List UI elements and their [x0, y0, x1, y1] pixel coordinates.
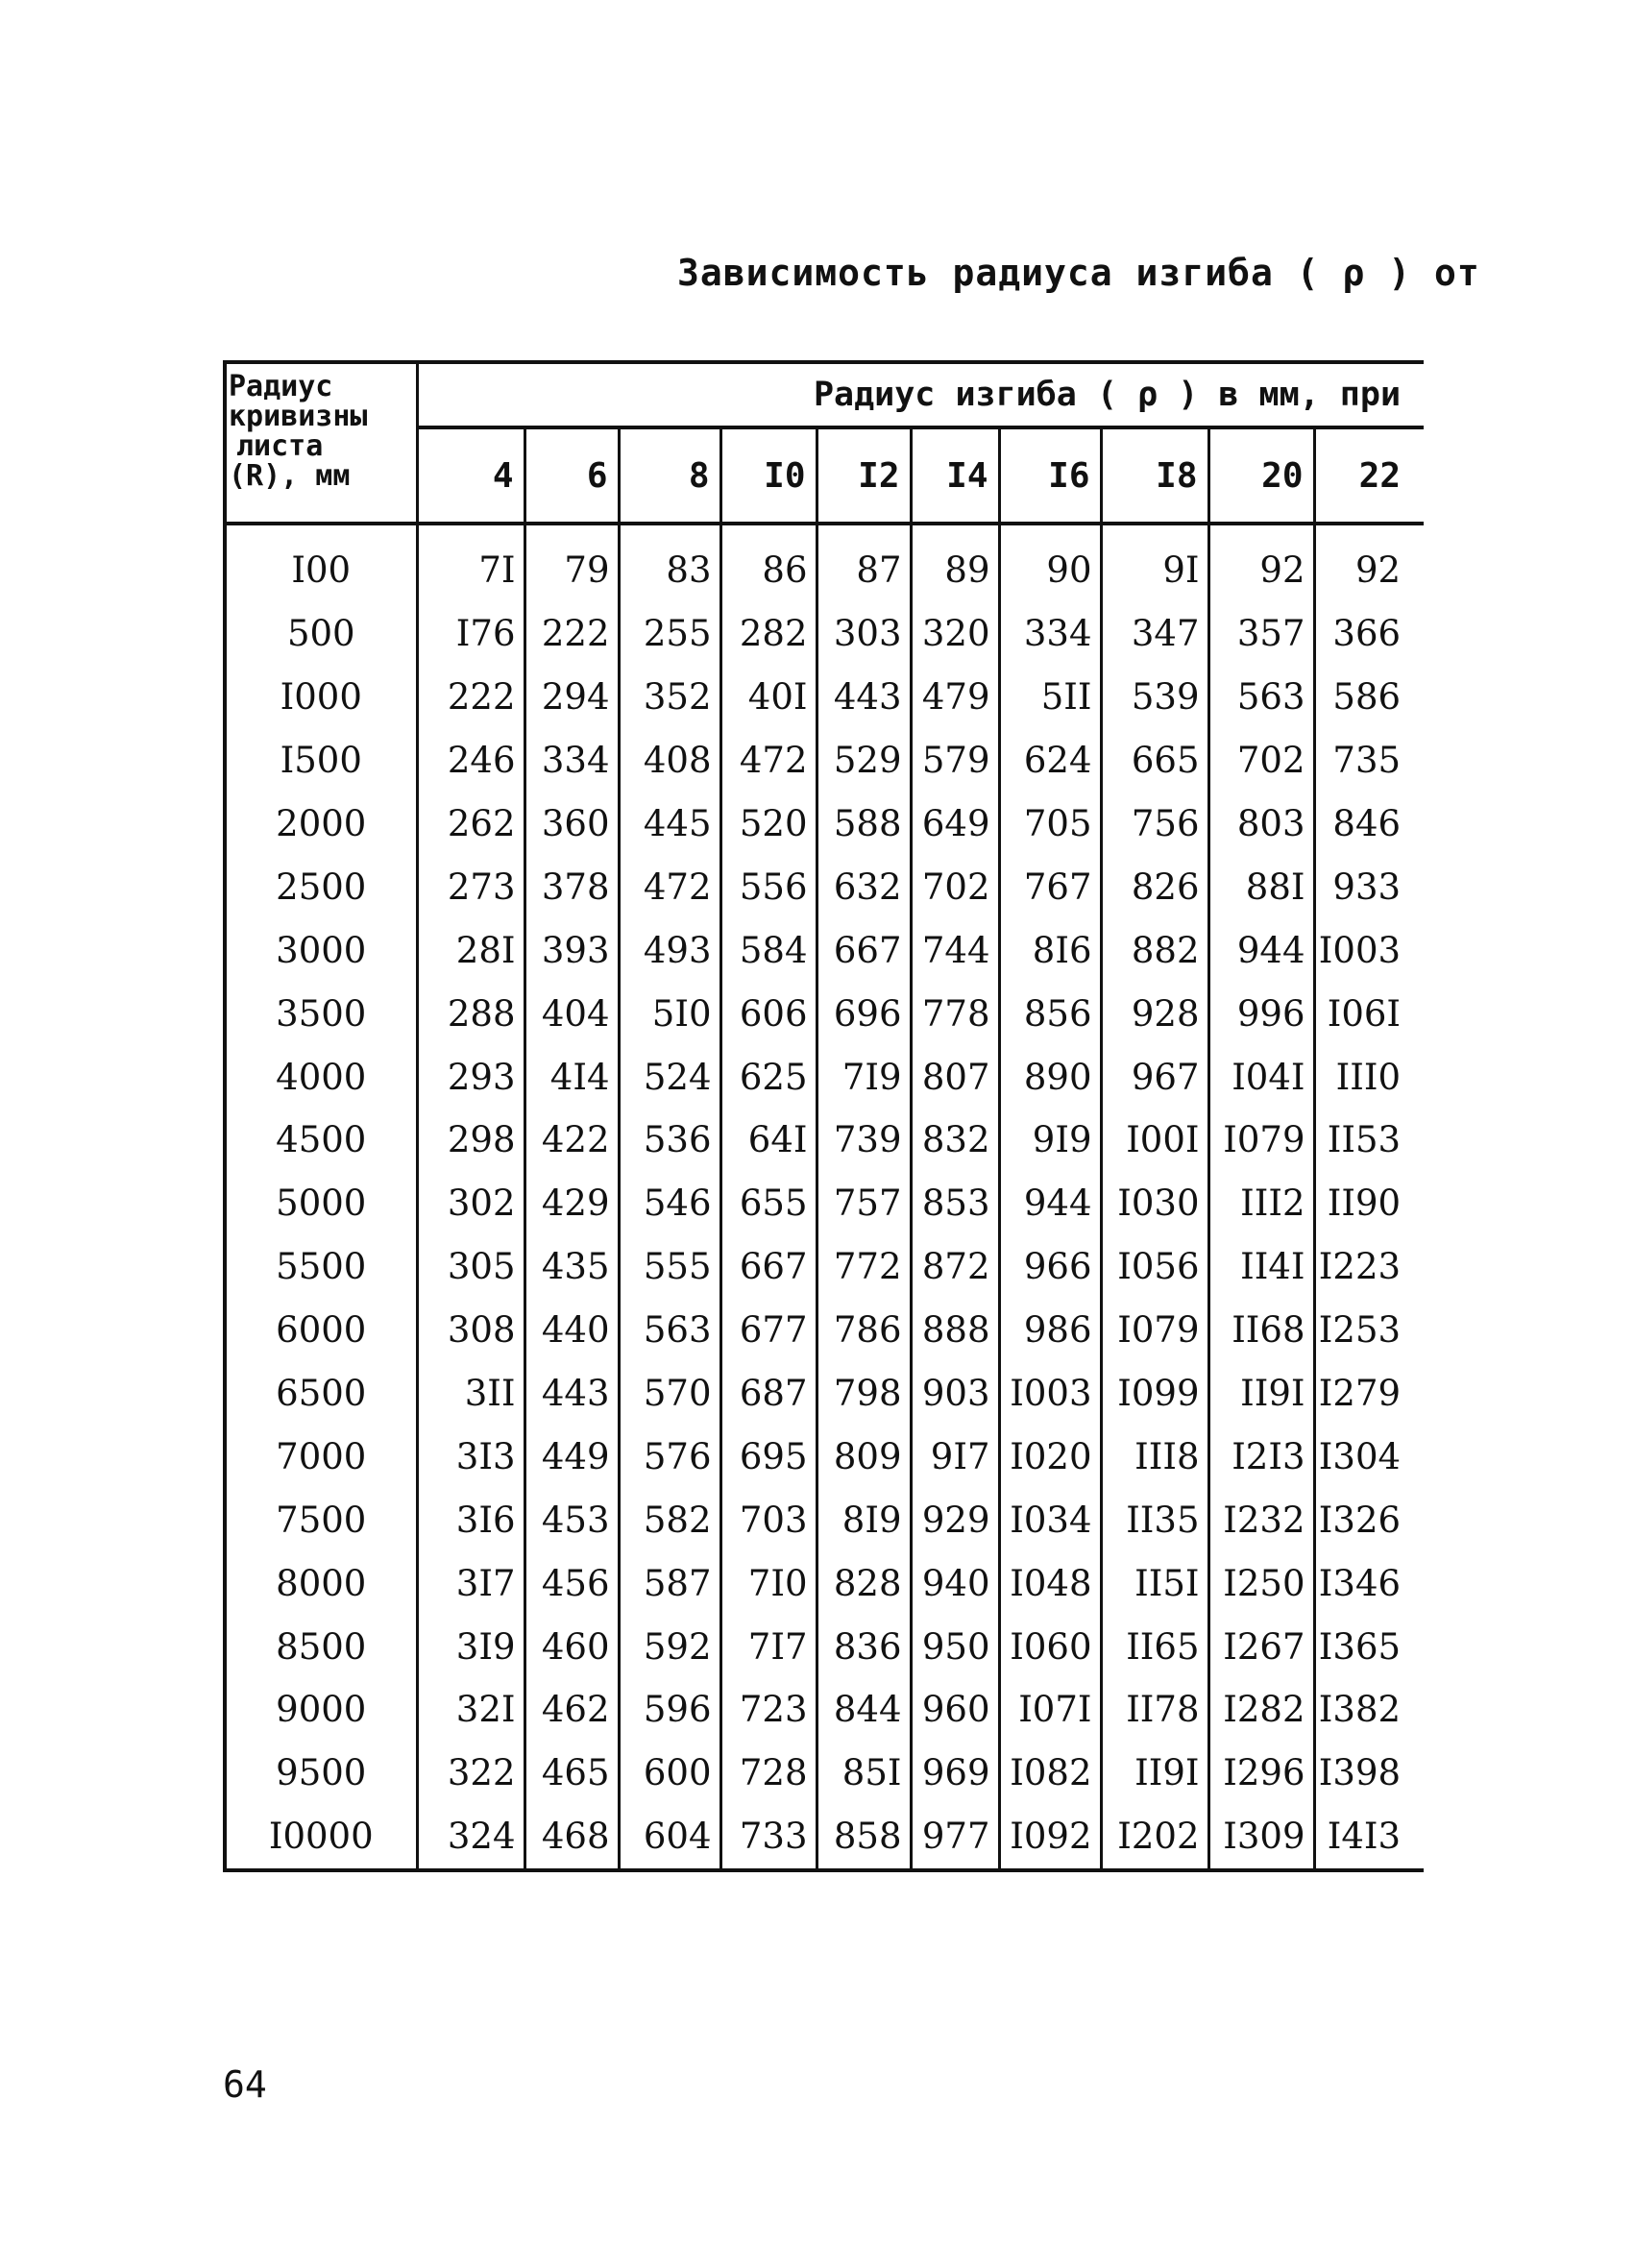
table-cell: 404: [524, 982, 619, 1045]
table-cell: 836: [817, 1615, 911, 1678]
table-cell: 360: [524, 793, 619, 856]
table-cell: 903: [911, 1362, 999, 1426]
table-cell: 64I: [720, 1109, 817, 1172]
row-radius-cell: 2500: [225, 855, 417, 918]
table-cell: 584: [720, 918, 817, 982]
table-cell: I279: [1314, 1362, 1424, 1426]
table-cell: 940: [911, 1551, 999, 1615]
table-cell: I003: [1314, 918, 1424, 982]
table-cell: 246: [417, 729, 524, 793]
page-title: Зависимость радиуса изгиба ( ρ ) от: [677, 252, 1480, 294]
table-cell: 735: [1314, 729, 1424, 793]
table-cell: 472: [720, 729, 817, 793]
row-radius-cell: 2000: [225, 793, 417, 856]
table-cell: 352: [619, 666, 720, 729]
table-cell: 687: [720, 1362, 817, 1426]
table-cell: 757: [817, 1172, 911, 1235]
table-row: [225, 1235, 1424, 1299]
row-radius-cell: I0000: [225, 1805, 417, 1870]
table-cell: 929: [911, 1488, 999, 1551]
table-row: [225, 855, 1424, 918]
table-cell: 772: [817, 1235, 911, 1299]
column-header: I8: [1101, 427, 1208, 524]
table-cell: 85I: [817, 1742, 911, 1805]
table-cell: 334: [999, 602, 1101, 666]
row-radius-cell: 3000: [225, 918, 417, 982]
table-cell: I099: [1101, 1362, 1208, 1426]
column-header: I6: [999, 427, 1101, 524]
table-cell: 3I3: [417, 1425, 524, 1488]
table-cell: 8I6: [999, 918, 1101, 982]
column-header: 22: [1314, 427, 1424, 524]
table-cell: I034: [999, 1488, 1101, 1551]
table-cell: I253: [1314, 1299, 1424, 1362]
table-cell: I003: [999, 1362, 1101, 1426]
table-cell: 807: [911, 1045, 999, 1109]
table-cell: 90: [999, 524, 1101, 602]
table-cell: 625: [720, 1045, 817, 1109]
table-cell: II35: [1101, 1488, 1208, 1551]
table-cell: 529: [817, 729, 911, 793]
table-cell: 288: [417, 982, 524, 1045]
table-cell: 733: [720, 1805, 817, 1870]
table-cell: 462: [524, 1678, 619, 1742]
row-radius-cell: 8000: [225, 1551, 417, 1615]
table-cell: III2: [1208, 1172, 1314, 1235]
table-row: [225, 1742, 1424, 1805]
table-cell: 563: [1208, 666, 1314, 729]
table-cell: 7I7: [720, 1615, 817, 1678]
table-cell: 520: [720, 793, 817, 856]
table-cell: 86: [720, 524, 817, 602]
table-cell: 556: [720, 855, 817, 918]
table-cell: 546: [619, 1172, 720, 1235]
table-cell: 222: [417, 666, 524, 729]
table-cell: 786: [817, 1299, 911, 1362]
table-cell: 9I7: [911, 1425, 999, 1488]
table-cell: 443: [817, 666, 911, 729]
table-cell: II78: [1101, 1678, 1208, 1742]
table-cell: I282: [1208, 1678, 1314, 1742]
table-cell: I079: [1101, 1299, 1208, 1362]
table-cell: 429: [524, 1172, 619, 1235]
table-cell: 960: [911, 1678, 999, 1742]
table-cell: 872: [911, 1235, 999, 1299]
table-cell: I06I: [1314, 982, 1424, 1045]
table-cell: 588: [817, 793, 911, 856]
row-radius-cell: 3500: [225, 982, 417, 1045]
table-cell: 969: [911, 1742, 999, 1805]
table-cell: 702: [1208, 729, 1314, 793]
table-cell: 322: [417, 1742, 524, 1805]
table-cell: I056: [1101, 1235, 1208, 1299]
row-header: [225, 362, 417, 524]
table-cell: 809: [817, 1425, 911, 1488]
table-cell: 576: [619, 1425, 720, 1488]
row-radius-cell: 7000: [225, 1425, 417, 1488]
table-row: [225, 793, 1424, 856]
table-cell: 449: [524, 1425, 619, 1488]
table-cell: II5I: [1101, 1551, 1208, 1615]
table-cell: 677: [720, 1299, 817, 1362]
table-cell: 4I4: [524, 1045, 619, 1109]
table-cell: 7I9: [817, 1045, 911, 1109]
table-cell: 739: [817, 1109, 911, 1172]
table-cell: 950: [911, 1615, 999, 1678]
table-cell: II65: [1101, 1615, 1208, 1678]
table-cell: 778: [911, 982, 999, 1045]
table-cell: I365: [1314, 1615, 1424, 1678]
table-cell: 460: [524, 1615, 619, 1678]
row-radius-cell: I500: [225, 729, 417, 793]
table-cell: 665: [1101, 729, 1208, 793]
table-cell: 587: [619, 1551, 720, 1615]
table-row: [225, 1805, 1424, 1870]
table-cell: 632: [817, 855, 911, 918]
table-cell: I398: [1314, 1742, 1424, 1805]
row-header-line: листа: [236, 429, 324, 463]
table-row: [225, 982, 1424, 1045]
table-cell: 723: [720, 1678, 817, 1742]
table-cell: 324: [417, 1805, 524, 1870]
table-cell: I76: [417, 602, 524, 666]
table-cell: I2I3: [1208, 1425, 1314, 1488]
table-cell: 9I: [1101, 524, 1208, 602]
table-cell: 667: [720, 1235, 817, 1299]
row-radius-cell: 4500: [225, 1109, 417, 1172]
table-cell: 308: [417, 1299, 524, 1362]
table-row: [225, 666, 1424, 729]
table-cell: 858: [817, 1805, 911, 1870]
table-cell: 493: [619, 918, 720, 982]
table-cell: 479: [911, 666, 999, 729]
table-cell: 600: [619, 1742, 720, 1805]
table-cell: 472: [619, 855, 720, 918]
table-cell: 649: [911, 793, 999, 856]
table-cell: I048: [999, 1551, 1101, 1615]
table-row: [225, 1109, 1424, 1172]
table-cell: III0: [1314, 1045, 1424, 1109]
table-cell: 570: [619, 1362, 720, 1426]
table-row: [225, 1299, 1424, 1362]
table-cell: II53: [1314, 1109, 1424, 1172]
table-cell: 302: [417, 1172, 524, 1235]
table-row: [225, 1488, 1424, 1551]
table-cell: I202: [1101, 1805, 1208, 1870]
table-cell: I020: [999, 1425, 1101, 1488]
table-row: [225, 1678, 1424, 1742]
table-cell: 695: [720, 1425, 817, 1488]
row-radius-cell: 9000: [225, 1678, 417, 1742]
table-cell: 468: [524, 1805, 619, 1870]
table-cell: 440: [524, 1299, 619, 1362]
table-cell: 3II: [417, 1362, 524, 1426]
table-cell: I092: [999, 1805, 1101, 1870]
table-cell: 83: [619, 524, 720, 602]
row-header-line: кривизны: [229, 400, 368, 433]
table-cell: 5II: [999, 666, 1101, 729]
table-cell: 882: [1101, 918, 1208, 982]
table-cell: 303: [817, 602, 911, 666]
bend-radius-table: [223, 360, 1424, 1872]
table-cell: I079: [1208, 1109, 1314, 1172]
row-radius-cell: 5000: [225, 1172, 417, 1235]
table-cell: II9I: [1208, 1362, 1314, 1426]
column-header: I0: [720, 427, 817, 524]
table-cell: I296: [1208, 1742, 1314, 1805]
table-cell: 32I: [417, 1678, 524, 1742]
table-cell: 79: [524, 524, 619, 602]
table-cell: 696: [817, 982, 911, 1045]
table-cell: 92: [1208, 524, 1314, 602]
table-cell: 453: [524, 1488, 619, 1551]
table-cell: 357: [1208, 602, 1314, 666]
table-cell: I304: [1314, 1425, 1424, 1488]
table-cell: 298: [417, 1109, 524, 1172]
table-cell: 586: [1314, 666, 1424, 729]
table-cell: 744: [911, 918, 999, 982]
table-cell: 222: [524, 602, 619, 666]
table-cell: I326: [1314, 1488, 1424, 1551]
table-cell: 273: [417, 855, 524, 918]
table-cell: I382: [1314, 1678, 1424, 1742]
table-cell: 592: [619, 1615, 720, 1678]
table-cell: 828: [817, 1551, 911, 1615]
table-cell: 255: [619, 602, 720, 666]
table-cell: 655: [720, 1172, 817, 1235]
group-header: Радиус изгиба ( ρ ) в мм, при: [417, 362, 1424, 427]
row-radius-cell: 500: [225, 602, 417, 666]
row-radius-cell: 9500: [225, 1742, 417, 1805]
table-cell: 579: [911, 729, 999, 793]
table-cell: 826: [1101, 855, 1208, 918]
table-cell: 88I: [1208, 855, 1314, 918]
table-cell: 803: [1208, 793, 1314, 856]
table-cell: I4I3: [1314, 1805, 1424, 1870]
table-cell: 624: [999, 729, 1101, 793]
row-radius-cell: 4000: [225, 1045, 417, 1109]
table-cell: 294: [524, 666, 619, 729]
table-cell: I00I: [1101, 1109, 1208, 1172]
table-cell: 3I9: [417, 1615, 524, 1678]
table-cell: II9I: [1101, 1742, 1208, 1805]
table-cell: 5I0: [619, 982, 720, 1045]
table-row: [225, 729, 1424, 793]
table-cell: 944: [1208, 918, 1314, 982]
table-cell: 89: [911, 524, 999, 602]
table-cell: 262: [417, 793, 524, 856]
table-cell: I309: [1208, 1805, 1314, 1870]
table-cell: 378: [524, 855, 619, 918]
table-cell: 408: [619, 729, 720, 793]
column-header: 8: [619, 427, 720, 524]
table-cell: 853: [911, 1172, 999, 1235]
table-cell: I232: [1208, 1488, 1314, 1551]
table-row: [225, 1551, 1424, 1615]
table-cell: 393: [524, 918, 619, 982]
table-cell: 422: [524, 1109, 619, 1172]
table-cell: 703: [720, 1488, 817, 1551]
table-cell: 944: [999, 1172, 1101, 1235]
row-radius-cell: 6500: [225, 1362, 417, 1426]
table-row: [225, 1172, 1424, 1235]
table-cell: 282: [720, 602, 817, 666]
column-header: I4: [911, 427, 999, 524]
table-cell: 928: [1101, 982, 1208, 1045]
table-cell: 563: [619, 1299, 720, 1362]
column-header: 20: [1208, 427, 1314, 524]
table-cell: 366: [1314, 602, 1424, 666]
table-cell: 536: [619, 1109, 720, 1172]
table-cell: 996: [1208, 982, 1314, 1045]
table-cell: I250: [1208, 1551, 1314, 1615]
table-cell: 435: [524, 1235, 619, 1299]
table-cell: I030: [1101, 1172, 1208, 1235]
table-cell: 443: [524, 1362, 619, 1426]
table-cell: I082: [999, 1742, 1101, 1805]
table-cell: II4I: [1208, 1235, 1314, 1299]
table-row: [225, 918, 1424, 982]
table-cell: 798: [817, 1362, 911, 1426]
table-row: [225, 1362, 1424, 1426]
table-cell: 305: [417, 1235, 524, 1299]
table-row: [225, 1615, 1424, 1678]
row-radius-cell: 7500: [225, 1488, 417, 1551]
table-cell: 604: [619, 1805, 720, 1870]
table-cell: 933: [1314, 855, 1424, 918]
column-header: 4: [417, 427, 524, 524]
table-cell: 767: [999, 855, 1101, 918]
table-cell: 667: [817, 918, 911, 982]
table-cell: 977: [911, 1805, 999, 1870]
row-radius-cell: I00: [225, 524, 417, 602]
table-cell: 890: [999, 1045, 1101, 1109]
table-cell: 555: [619, 1235, 720, 1299]
table-row: [225, 602, 1424, 666]
table-cell: II90: [1314, 1172, 1424, 1235]
table-cell: 320: [911, 602, 999, 666]
row-radius-cell: 5500: [225, 1235, 417, 1299]
table-cell: I346: [1314, 1551, 1424, 1615]
table-cell: 967: [1101, 1045, 1208, 1109]
table-cell: 28I: [417, 918, 524, 982]
table-cell: 702: [911, 855, 999, 918]
table-row: [225, 1045, 1424, 1109]
row-header-line: Радиус: [229, 370, 333, 403]
table-cell: 456: [524, 1551, 619, 1615]
table-cell: 582: [619, 1488, 720, 1551]
table-cell: 293: [417, 1045, 524, 1109]
table-cell: 7I0: [720, 1551, 817, 1615]
table-cell: 986: [999, 1299, 1101, 1362]
page-number: 64: [223, 2063, 267, 2106]
table-cell: 606: [720, 982, 817, 1045]
table-cell: I267: [1208, 1615, 1314, 1678]
table-row: [225, 1425, 1424, 1488]
table-cell: 888: [911, 1299, 999, 1362]
table-cell: 756: [1101, 793, 1208, 856]
table-cell: 8I9: [817, 1488, 911, 1551]
table-cell: 832: [911, 1109, 999, 1172]
column-header: 6: [524, 427, 619, 524]
row-radius-cell: 8500: [225, 1615, 417, 1678]
table-cell: 705: [999, 793, 1101, 856]
row-header-line: (R), мм: [229, 459, 351, 493]
table-cell: 524: [619, 1045, 720, 1109]
table-cell: 539: [1101, 666, 1208, 729]
column-header: I2: [817, 427, 911, 524]
table-cell: I060: [999, 1615, 1101, 1678]
table-cell: 334: [524, 729, 619, 793]
table-cell: 87: [817, 524, 911, 602]
table-cell: 844: [817, 1678, 911, 1742]
table-cell: 9I9: [999, 1109, 1101, 1172]
table-row: [225, 524, 1424, 602]
table-cell: 7I: [417, 524, 524, 602]
table-cell: 347: [1101, 602, 1208, 666]
table-cell: 966: [999, 1235, 1101, 1299]
table-cell: I07I: [999, 1678, 1101, 1742]
row-radius-cell: I000: [225, 666, 417, 729]
table-cell: 596: [619, 1678, 720, 1742]
table-cell: 92: [1314, 524, 1424, 602]
table-cell: 3I7: [417, 1551, 524, 1615]
table-cell: 846: [1314, 793, 1424, 856]
table-cell: 856: [999, 982, 1101, 1045]
table-cell: 465: [524, 1742, 619, 1805]
row-radius-cell: 6000: [225, 1299, 417, 1362]
table-cell: I223: [1314, 1235, 1424, 1299]
table-cell: 445: [619, 793, 720, 856]
table-cell: 40I: [720, 666, 817, 729]
table-cell: II68: [1208, 1299, 1314, 1362]
table-cell: III8: [1101, 1425, 1208, 1488]
table-cell: I04I: [1208, 1045, 1314, 1109]
table-cell: 728: [720, 1742, 817, 1805]
table-cell: 3I6: [417, 1488, 524, 1551]
